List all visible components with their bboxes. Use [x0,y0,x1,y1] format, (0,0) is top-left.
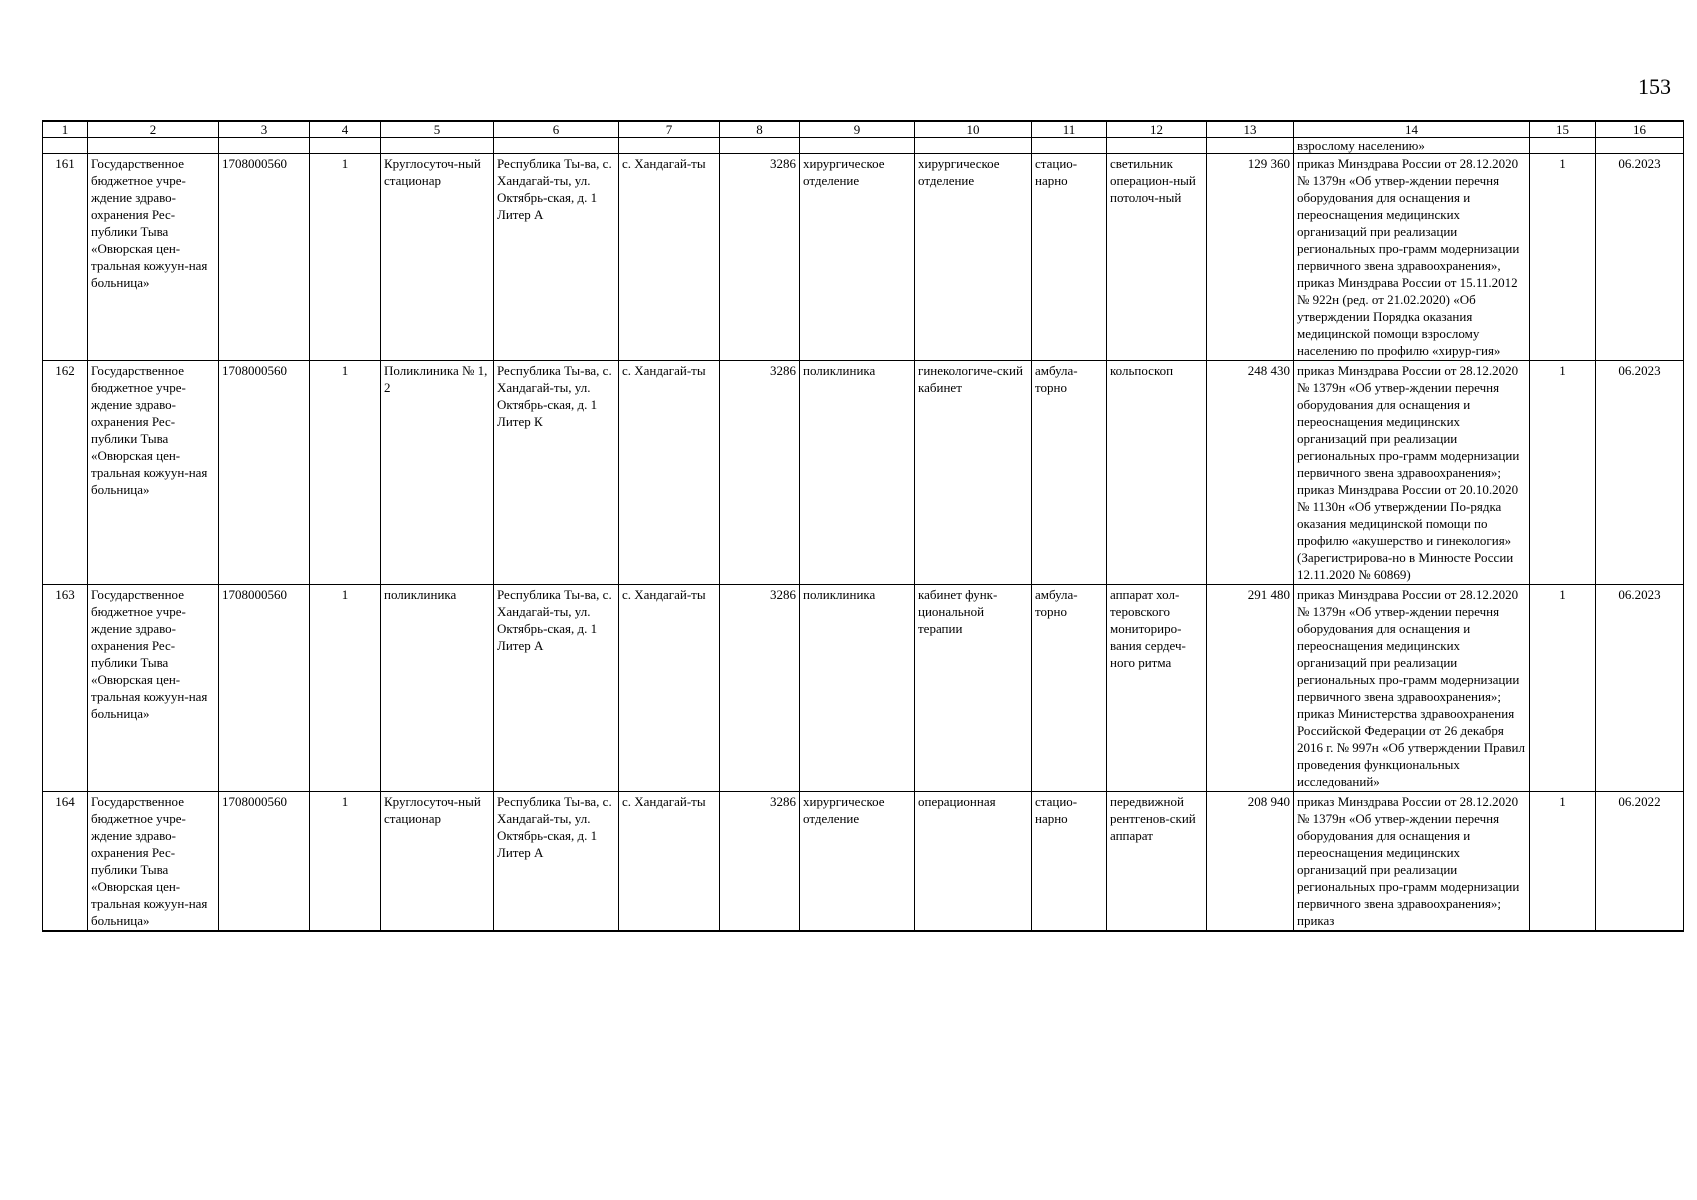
row-number-cell: 161 [43,154,88,361]
room-cell: операционная [915,792,1032,932]
column-number-header: 4 [310,121,381,138]
legal-basis-cell: приказ Минздрава России от 28.12.2020 № 1379н «Об утвер-ждении перечня оборудования для оснащения и переоснащения медицинских организаций при реализации региональных про-грамм модернизации первичного звена здравоохранения»; приказ [1294,792,1530,932]
legal-basis-cell: приказ Минздрава России от 28.12.2020 № 1379н «Об утвер-ждении перечня оборудования для оснащения и переоснащения медицинских организаций при реализации региональных про-грамм модернизации первичного звена здравоохранения»; приказ Минздрава России от 20.10.2020 № 1130н «Об утверждении По-рядка оказания медицинской помощи по профилю «акушерство и гинекология» (Зарегистрирова-но в Минюсте России 12.11.2020 № 60869) [1294,361,1530,585]
column-number-header: 9 [800,121,915,138]
locality-cell: с. Хандагай-ты [619,154,720,361]
equipment-register-table [42,120,1684,932]
structural-unit-cell: Круглосуточ-ный стационар [381,792,494,932]
organization-cell: Государственное бюджетное учре-ждение здраво-охранения Рес-публики Тыва «Овюрская цен-тральная кожуун-ная больница» [88,585,219,792]
column-number-header: 6 [494,121,619,138]
address-cell: Республика Ты-ва, с. Хандагай-ты, ул. Октябрь-ская, д. 1 Литер А [494,585,619,792]
column-number-header: 14 [1294,121,1530,138]
row-number-cell: 164 [43,792,88,932]
equipment-cell: светильник операцион-ный потолоч-ный [1107,154,1207,361]
address-cell: Республика Ты-ва, с. Хандагай-ты, ул. Октябрь-ская, д. 1 Литер К [494,361,619,585]
column-number-row [43,121,1684,138]
locality-cell: с. Хандагай-ты [619,585,720,792]
date-cell: 06.2023 [1596,361,1684,585]
date-cell: 06.2022 [1596,792,1684,932]
inn-cell: 1708000560 [219,154,310,361]
amount-cell: 208 940 [1207,792,1294,932]
care-mode-cell: стацио-нарно [1032,792,1107,932]
structural-unit-cell: Круглосуточ-ный стационар [381,154,494,361]
column-number-header: 5 [381,121,494,138]
quantity-cell: 1 [1530,154,1596,361]
column-number-header: 13 [1207,121,1294,138]
room-cell: хирургическое отделение [915,154,1032,361]
department-cell: поликлиника [800,361,915,585]
address-cell: Республика Ты-ва, с. Хандагай-ты, ул. Октябрь-ская, д. 1 Литер А [494,154,619,361]
table-body [43,121,1684,931]
population-cell: 3286 [720,154,800,361]
amount-cell: 129 360 [1207,154,1294,361]
inn-cell: 1708000560 [219,585,310,792]
amount-cell: 291 480 [1207,585,1294,792]
column-number-header: 2 [88,121,219,138]
table-row [43,585,1684,792]
department-cell: хирургическое отделение [800,792,915,932]
address-cell: Республика Ты-ва, с. Хандагай-ты, ул. Октябрь-ская, д. 1 Литер А [494,792,619,932]
column-number-header: 7 [619,121,720,138]
row-number-cell: 162 [43,361,88,585]
population-cell: 3286 [720,792,800,932]
continuation-basis-cell: взрослому населению» [1294,138,1530,154]
structural-unit-cell: поликлиника [381,585,494,792]
care-mode-cell: амбула-торно [1032,585,1107,792]
department-cell: хирургическое отделение [800,154,915,361]
equipment-cell: аппарат хол-теровского мониториро-вания сердеч-ного ритма [1107,585,1207,792]
column-number-header: 12 [1107,121,1207,138]
date-cell: 06.2023 [1596,154,1684,361]
column-number-header: 15 [1530,121,1596,138]
inn-cell: 1708000560 [219,361,310,585]
table-row [43,792,1684,932]
column-number-header: 3 [219,121,310,138]
care-mode-cell: стацио-нарно [1032,154,1107,361]
column-number-header: 16 [1596,121,1684,138]
inn-cell: 1708000560 [219,792,310,932]
population-cell: 3286 [720,361,800,585]
page-number: 153 [1638,74,1671,99]
column-number-header: 8 [720,121,800,138]
organization-cell: Государственное бюджетное учре-ждение здраво-охранения Рес-публики Тыва «Овюрская цен-тральная кожуун-ная больница» [88,792,219,932]
row-number-cell: 163 [43,585,88,792]
department-cell: поликлиника [800,585,915,792]
room-cell: гинекологиче-ский кабинет [915,361,1032,585]
locality-cell: с. Хандагай-ты [619,792,720,932]
column-number-header: 10 [915,121,1032,138]
table-row [43,154,1684,361]
legal-basis-cell: приказ Минздрава России от 28.12.2020 № 1379н «Об утвер-ждении перечня оборудования для оснащения и переоснащения медицинских организаций при реализации региональных про-грамм модернизации первичного звена здравоохранения»; приказ Министерства здравоохранения Российской Федерации от 26 декабря 2016 г. № 997н «Об утверждении Правил проведения функциональных исследований» [1294,585,1530,792]
structural-unit-cell: Поликлиника № 1, 2 [381,361,494,585]
legal-basis-cell: приказ Минздрава России от 28.12.2020 № 1379н «Об утвер-ждении перечня оборудования для оснащения и переоснащения медицинских организаций при реализации региональных про-грамм модернизации первичного звена здравоохранения», приказ Минздрава России от 15.11.2012 № 922н (ред. от 21.02.2020) «Об утверждении Порядка оказания медицинской помощи взрослому населению по профилю «хирур-гия» [1294,154,1530,361]
organization-cell: Государственное бюджетное учре-ждение здраво-охранения Рес-публики Тыва «Овюрская цен-тральная кожуун-ная больница» [88,154,219,361]
date-cell: 06.2023 [1596,585,1684,792]
continuation-row [43,138,1684,154]
amount-cell: 248 430 [1207,361,1294,585]
organization-cell: Государственное бюджетное учре-ждение здраво-охранения Рес-публики Тыва «Овюрская цен-тральная кожуун-ная больница» [88,361,219,585]
care-mode-cell: амбула-торно [1032,361,1107,585]
equipment-cell: кольпоскоп [1107,361,1207,585]
quantity-cell: 1 [1530,585,1596,792]
quantity-cell: 1 [1530,792,1596,932]
locality-cell: с. Хандагай-ты [619,361,720,585]
equipment-cell: передвижной рентгенов-ский аппарат [1107,792,1207,932]
count-cell: 1 [310,154,381,361]
room-cell: кабинет функ-циональной терапии [915,585,1032,792]
column-number-header: 1 [43,121,88,138]
table-row [43,361,1684,585]
quantity-cell: 1 [1530,361,1596,585]
count-cell: 1 [310,361,381,585]
count-cell: 1 [310,585,381,792]
column-number-header: 11 [1032,121,1107,138]
count-cell: 1 [310,792,381,932]
population-cell: 3286 [720,585,800,792]
